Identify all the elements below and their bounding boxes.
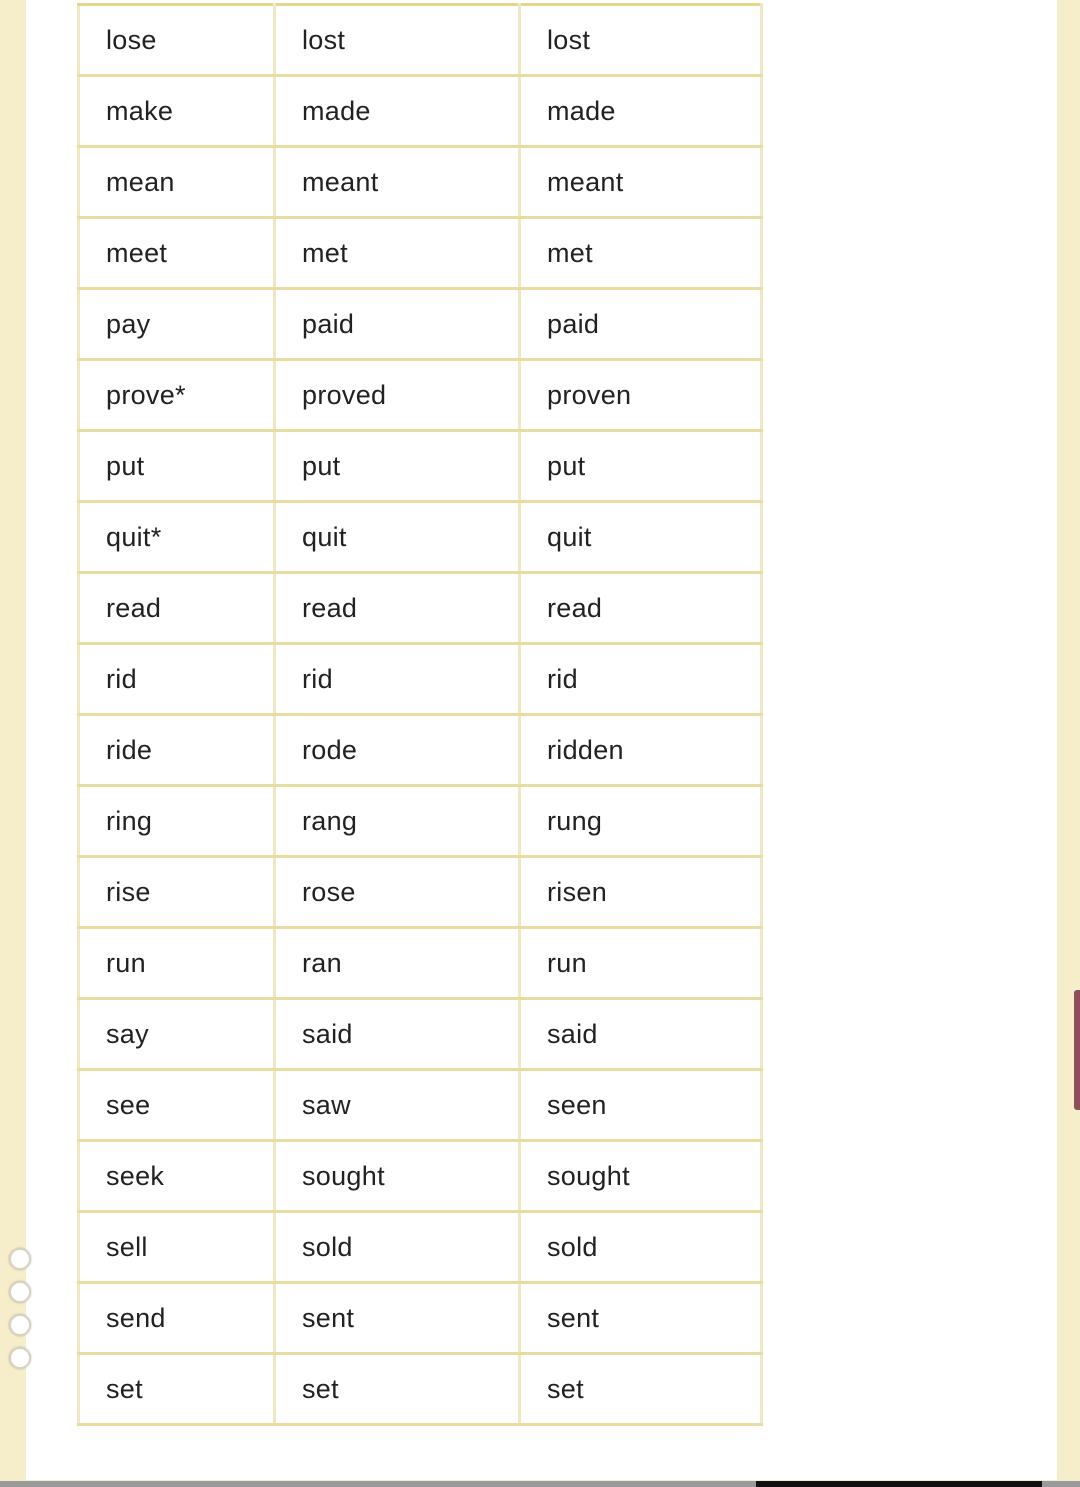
past-simple-cell: rang [275, 786, 520, 857]
table-row [79, 644, 762, 715]
table-row [79, 1354, 762, 1425]
base-form-cell: seek [79, 1141, 275, 1212]
base-form-cell: mean [79, 147, 275, 218]
table-row [79, 5, 762, 76]
past-simple-cell: sought [275, 1141, 520, 1212]
base-form-cell: rid [79, 644, 275, 715]
past-simple-cell: paid [275, 289, 520, 360]
table-row [79, 1283, 762, 1354]
past-participle-cell: said [520, 999, 762, 1070]
past-simple-cell: said [275, 999, 520, 1070]
past-participle-cell: sought [520, 1141, 762, 1212]
table-row [79, 1212, 762, 1283]
past-participle-cell: meant [520, 147, 762, 218]
past-simple-cell: proved [275, 360, 520, 431]
table-row [79, 1141, 762, 1212]
table-row [79, 928, 762, 999]
notebook-ring-holes [9, 1248, 35, 1380]
table-row [79, 999, 762, 1070]
table-row [79, 502, 762, 573]
past-participle-cell: sent [520, 1283, 762, 1354]
table-row [79, 573, 762, 644]
base-form-cell: lose [79, 5, 275, 76]
base-form-cell: run [79, 928, 275, 999]
base-form-cell: say [79, 999, 275, 1070]
table-row [79, 786, 762, 857]
past-simple-cell: quit [275, 502, 520, 573]
past-simple-cell: set [275, 1354, 520, 1425]
ring-hole-icon [9, 1281, 31, 1303]
table-row [79, 1070, 762, 1141]
past-participle-cell: proven [520, 360, 762, 431]
past-participle-cell: rung [520, 786, 762, 857]
past-participle-cell: rid [520, 644, 762, 715]
past-participle-cell: read [520, 573, 762, 644]
past-simple-cell: ran [275, 928, 520, 999]
base-form-cell: make [79, 76, 275, 147]
past-simple-cell: lost [275, 5, 520, 76]
page-content [26, 0, 1057, 1480]
past-participle-cell: made [520, 76, 762, 147]
bottom-progress-bar [0, 1481, 1080, 1487]
past-simple-cell: rid [275, 644, 520, 715]
table-row [79, 431, 762, 502]
table-row [79, 147, 762, 218]
irregular-verbs-table [77, 3, 763, 1426]
base-form-cell: rise [79, 857, 275, 928]
past-participle-cell: put [520, 431, 762, 502]
past-simple-cell: rode [275, 715, 520, 786]
ring-hole-icon [9, 1347, 31, 1369]
base-form-cell: see [79, 1070, 275, 1141]
past-participle-cell: seen [520, 1070, 762, 1141]
table-row [79, 715, 762, 786]
past-participle-cell: run [520, 928, 762, 999]
past-simple-cell: sold [275, 1212, 520, 1283]
base-form-cell: meet [79, 218, 275, 289]
ring-hole-icon [9, 1314, 31, 1336]
verb-table-container [77, 3, 760, 1426]
table-row [79, 218, 762, 289]
past-simple-cell: met [275, 218, 520, 289]
past-simple-cell: read [275, 573, 520, 644]
past-participle-cell: quit [520, 502, 762, 573]
past-simple-cell: sent [275, 1283, 520, 1354]
base-form-cell: quit* [79, 502, 275, 573]
past-participle-cell: set [520, 1354, 762, 1425]
base-form-cell: ride [79, 715, 275, 786]
base-form-cell: sell [79, 1212, 275, 1283]
table-row [79, 76, 762, 147]
base-form-cell: pay [79, 289, 275, 360]
past-participle-cell: sold [520, 1212, 762, 1283]
past-simple-cell: saw [275, 1070, 520, 1141]
table-row [79, 857, 762, 928]
past-participle-cell: paid [520, 289, 762, 360]
base-form-cell: send [79, 1283, 275, 1354]
past-simple-cell: made [275, 76, 520, 147]
ring-hole-icon [9, 1248, 31, 1270]
past-participle-cell: ridden [520, 715, 762, 786]
base-form-cell: ring [79, 786, 275, 857]
past-simple-cell: put [275, 431, 520, 502]
base-form-cell: put [79, 431, 275, 502]
verb-table-body [79, 5, 762, 1425]
bottom-bar-segment [756, 1481, 1042, 1487]
past-participle-cell: met [520, 218, 762, 289]
scrollbar-thumb[interactable] [1074, 990, 1080, 1110]
base-form-cell: prove* [79, 360, 275, 431]
past-participle-cell: lost [520, 5, 762, 76]
past-simple-cell: rose [275, 857, 520, 928]
table-row [79, 360, 762, 431]
past-simple-cell: meant [275, 147, 520, 218]
base-form-cell: read [79, 573, 275, 644]
table-row [79, 289, 762, 360]
past-participle-cell: risen [520, 857, 762, 928]
base-form-cell: set [79, 1354, 275, 1425]
